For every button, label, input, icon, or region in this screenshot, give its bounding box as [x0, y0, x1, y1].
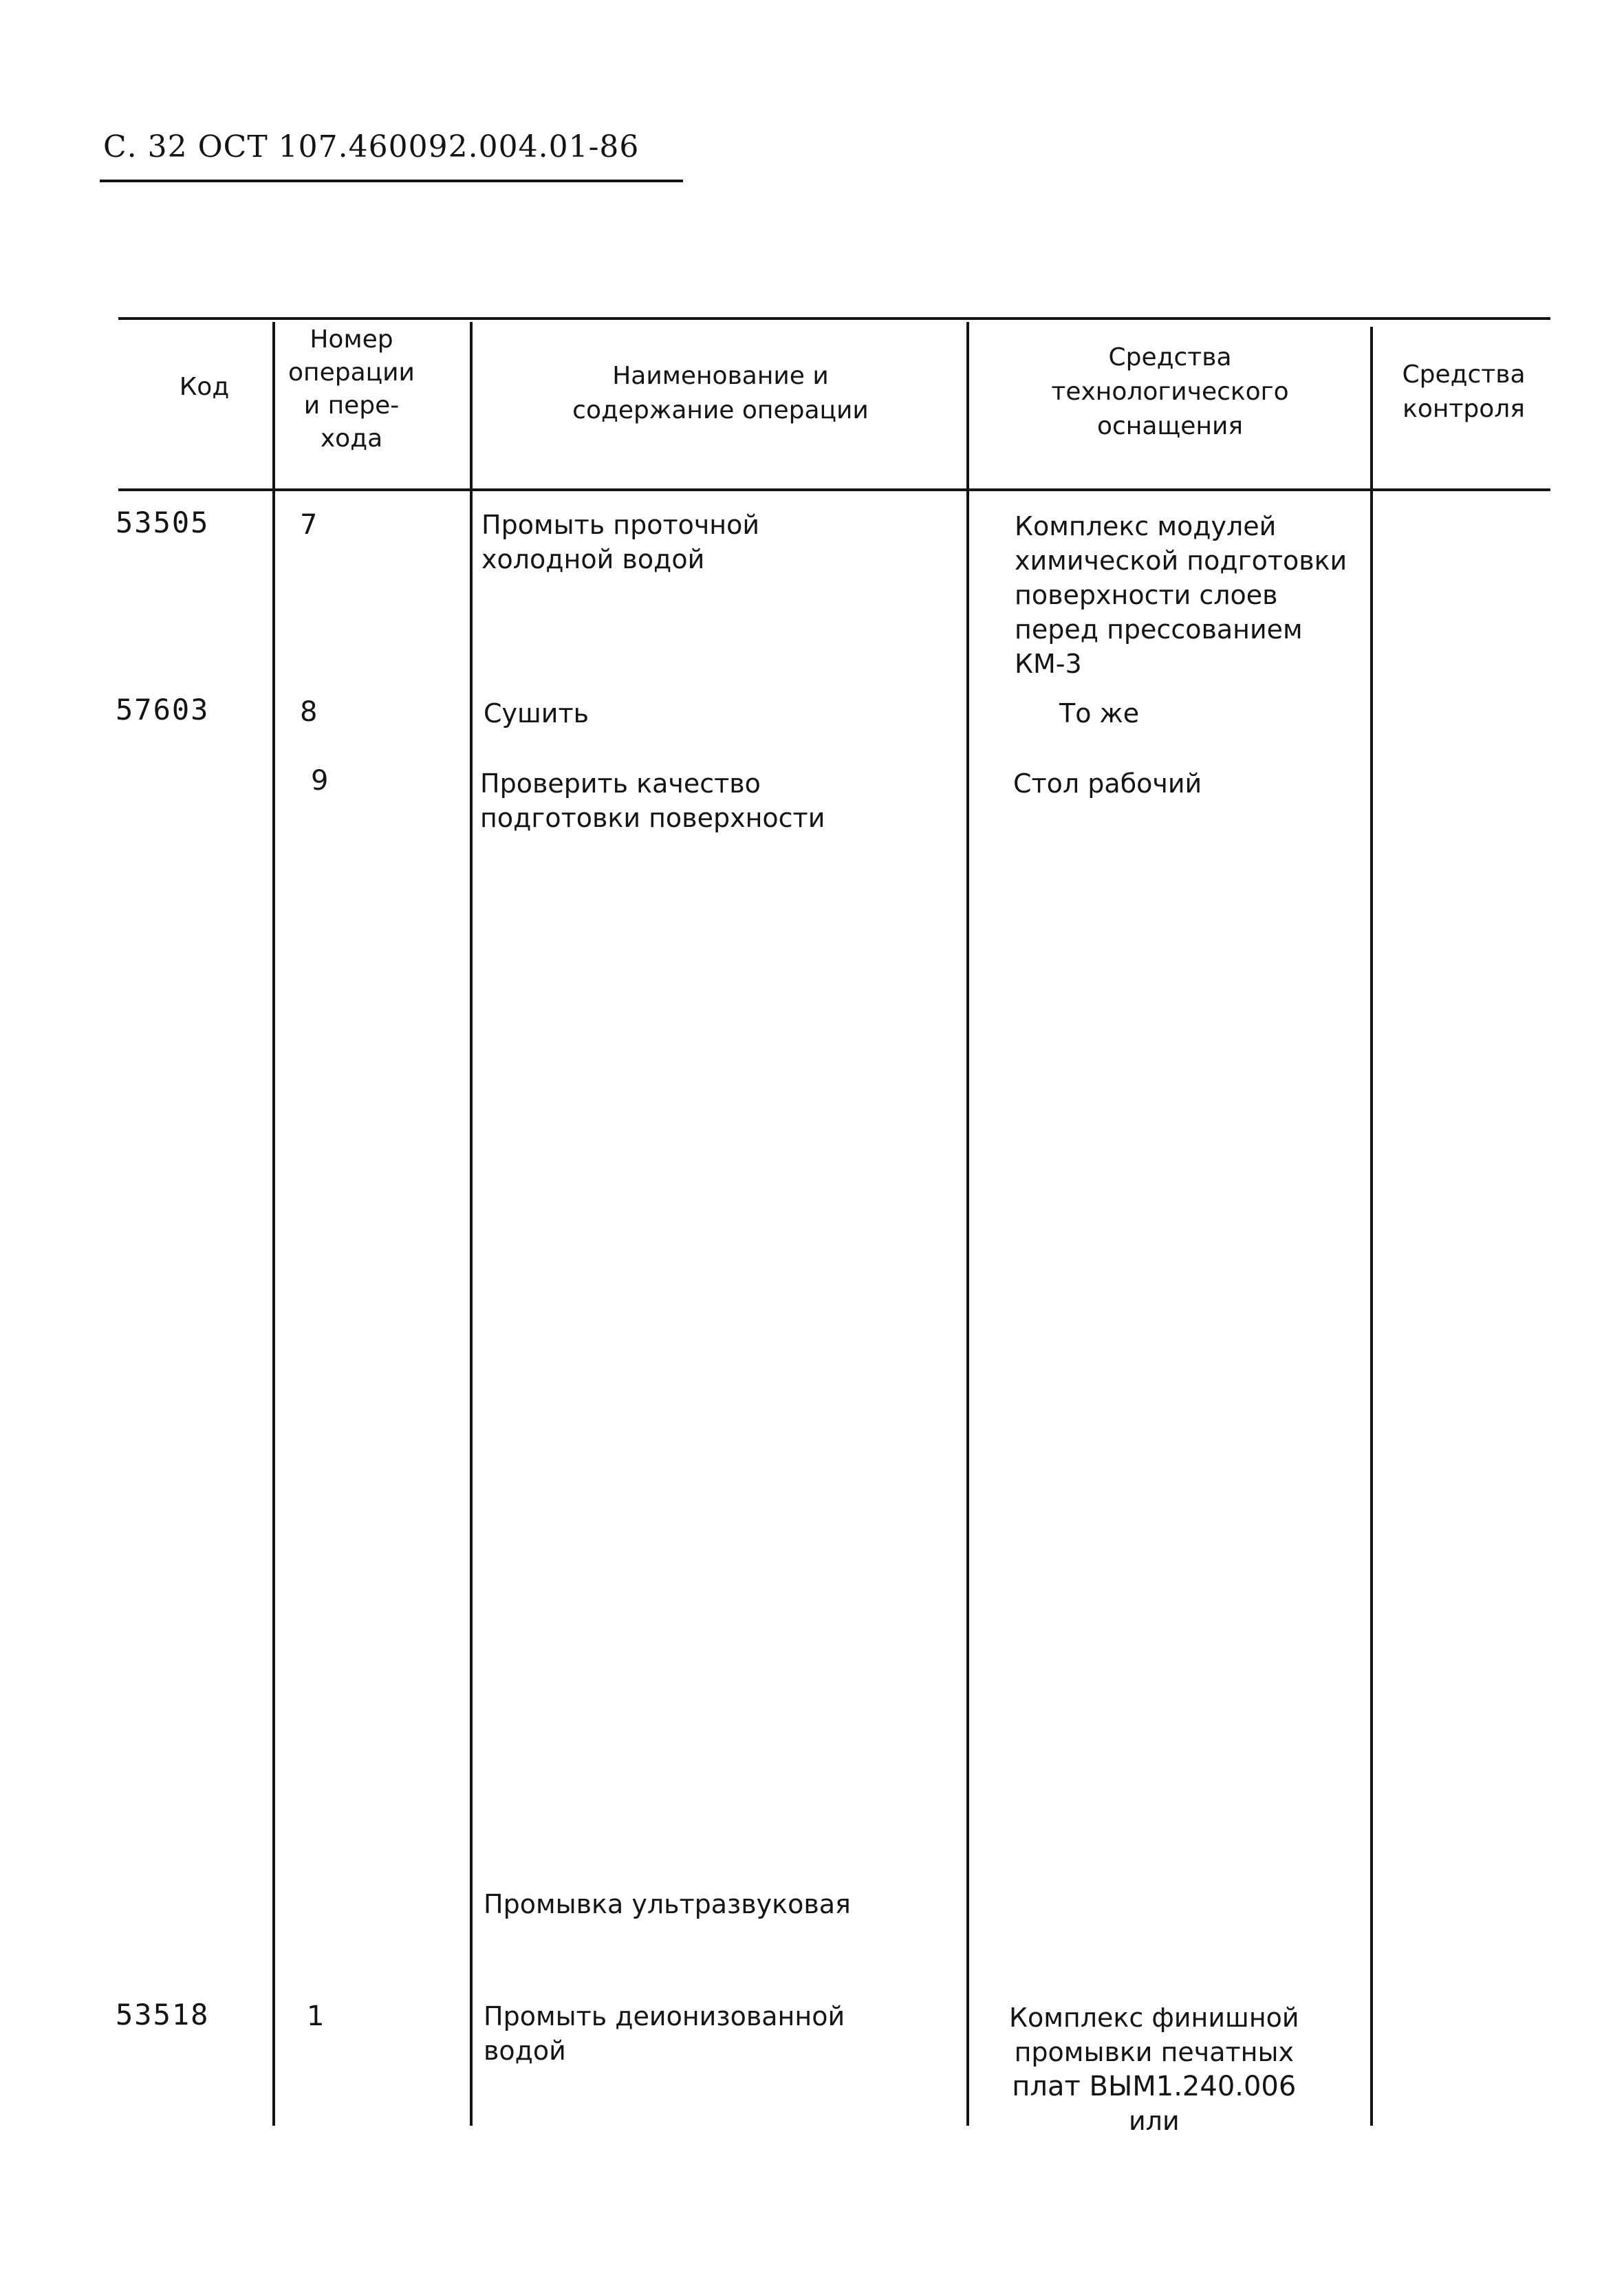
section-title: Промывка ультразвуковая — [484, 1889, 851, 1919]
table-header-bottom-rule — [118, 488, 1550, 491]
row-operation: Проверить качество подготовки поверхности — [480, 768, 825, 833]
page-header: С. 32 ОСТ 107.460092.004.01-86 — [103, 129, 640, 164]
row-code: 53505 — [116, 506, 210, 539]
header-control: Средства контроля — [1402, 360, 1526, 423]
row-equipment: Комплекс финишной промывки печатных плат ВЫМ1.240.006 или — [1009, 2003, 1299, 2136]
row-operation: Промыть деионизованной водой — [484, 2001, 845, 2066]
table-top-rule — [118, 317, 1550, 320]
column-divider-4 — [1370, 327, 1373, 2126]
row-code: 53518 — [116, 1998, 210, 2031]
row-equipment: Комплекс модулей химической подготовки поверхности слоев перед прессованием КМ-3 — [1015, 511, 1347, 679]
header-code: Код — [179, 373, 230, 401]
row-number: 8 — [300, 696, 318, 728]
column-divider-2 — [470, 322, 473, 2126]
column-divider-1 — [272, 322, 275, 2126]
header-tech-equipment: Средства технологического оснащения — [1051, 343, 1289, 440]
row-number: 7 — [300, 509, 318, 541]
column-divider-3 — [966, 322, 969, 2126]
row-equipment: Стол рабочий — [1013, 768, 1202, 799]
row-number: 9 — [311, 765, 329, 797]
header-op-name: Наименование и содержание операции — [572, 362, 869, 424]
header-rule — [100, 180, 683, 182]
row-operation: Сушить — [484, 698, 589, 729]
header-op-number: Номер операции и пере- хода — [288, 325, 415, 453]
row-code: 57603 — [116, 693, 210, 726]
row-operation: Промыть проточной холодной водой — [481, 510, 760, 574]
row-equipment: То же — [1059, 698, 1140, 729]
row-number: 1 — [307, 2001, 325, 2032]
